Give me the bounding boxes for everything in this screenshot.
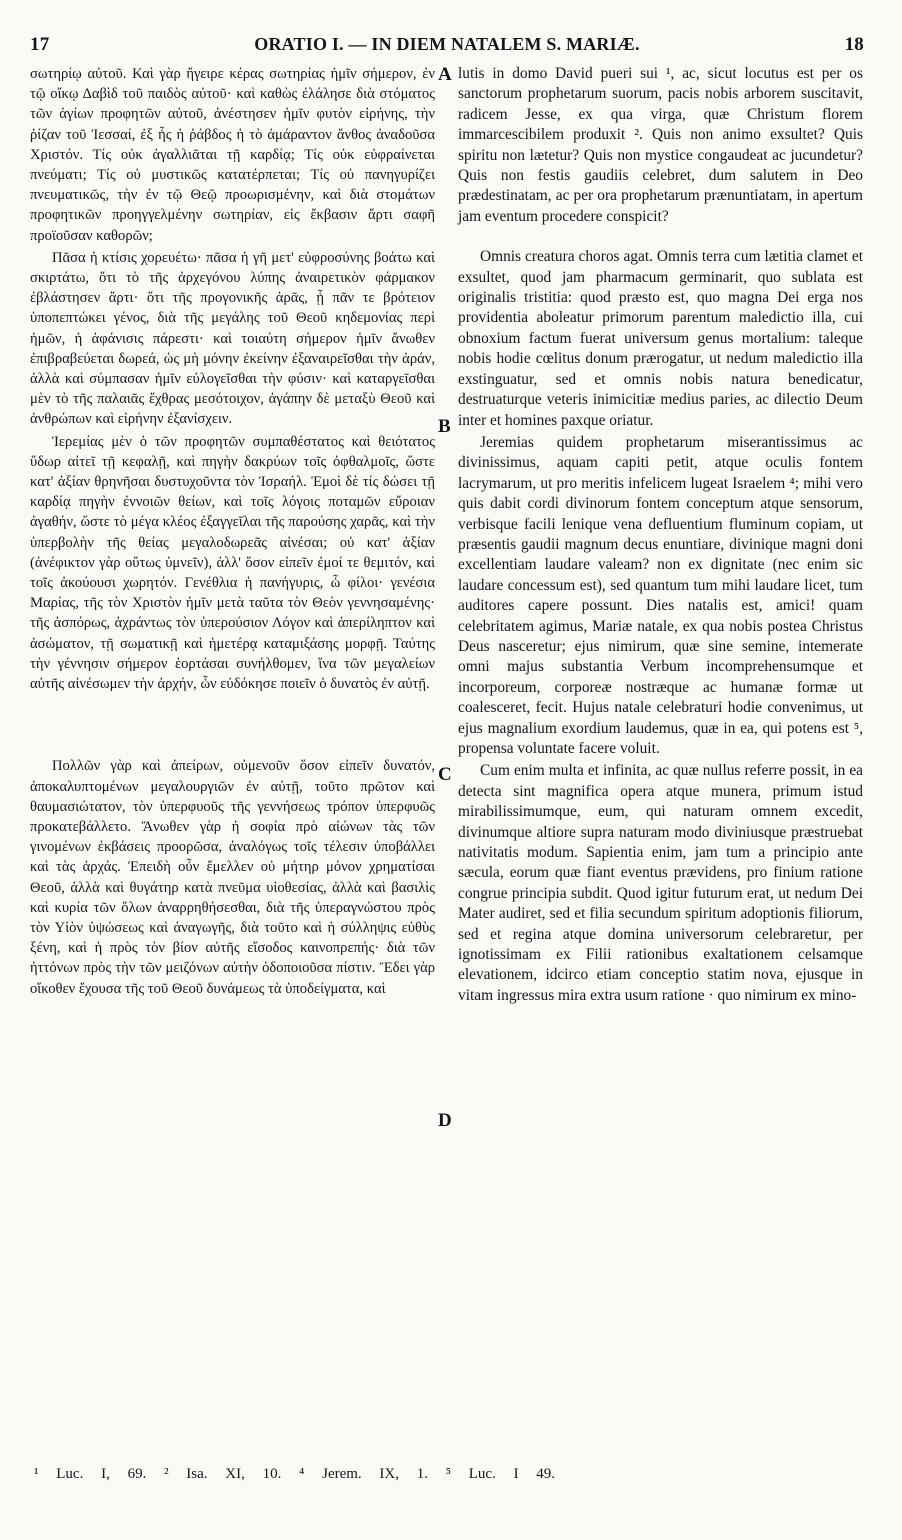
footnote-5: ⁵ Luc. I 49. xyxy=(445,1466,556,1482)
greek-paragraph-3: Ἱερεμίας μὲν ὁ τῶν προφητῶν συμπαθέστατος καὶ θειότατος ὕδωρ αἰτεῖ τῇ κεφαλῇ, καὶ πηγὴν δακρύων τοῖς ὀφθαλμοῖς, ὥστε κατ' ἀξίαν θρηνῆσαι δυστυχοῦντα τὸν Ἰσραήλ. Ἐμοὶ δὲ τίς δώσει τῇ καρδίᾳ πηγὴν ἐννοιῶν θείων, καὶ τοῖς λόγοις ποταμῶν εὔροιαν ἀγαθήν, ὥστε τὸ μέγα κλέος ἐξαγγεῖλαι τῆς παρούσης χαρᾶς, καὶ τὴν ὑπερβολὴν τῆς θείας μεγαλοδωρεᾶς αἰνέσαι; οὐ κατ' ἀξίαν (ἀνέφικτον γὰρ οὕτως ὑμνεῖν), ἀλλ' ὅσον εἰπεῖν ἐμοί τε θεμιτόν, καὶ τοῖς ἀκούουσι χωρητόν. Γενέθλια ἡ πανήγυρις, ὦ φίλοι· γενέσια Μαρίας, τῆς τὸν Χριστὸν ἡμῖν μετὰ ταῦτα τὸν Θεὸν γεννησαμένης· τῆς ἀσπόρως, ἀχράντως τὸν ὑπερούσιον Λόγον καὶ ἀπερίληπτον καὶ ἀσώματον, τῇ σωματικῇ καὶ ἡμετέρᾳ καταμιξάσης μορφῇ. Ταύτης τὴν γέννησιν σήμερον ἑορτάσαι συνήλθομεν, ἵνα τῶν μεγαλείων αὐτῆς αἰνέσωμεν τὴν ἀρχήν, ὧν εὐδόκησε ποιεῖν ὁ δυνατὸς ἐν αὐτῇ. xyxy=(30,433,435,693)
latin-column xyxy=(458,64,863,1006)
footnote-1: ¹ Luc. I, 69. xyxy=(34,1466,147,1482)
running-title: ORATIO I. — IN DIEM NATALEM S. MARIÆ. xyxy=(254,34,640,54)
footnote-2: ² Isa. XI, 10. xyxy=(164,1466,282,1482)
section-marker-b: B xyxy=(438,416,451,437)
section-marker-c: C xyxy=(438,764,452,785)
latin-paragraph-3: Jeremias quidem prophetarum miserantissimus ac divinissimus, aquam capiti petit, atque oculis fontem lacrymarum, ut pro meritis infelicem lugeat Israelem ⁴; mihi vero quis dabit cordi divinorum fontem conceptum atque sensorum, verbisque facili lenique vena defluentium fluminum copiam, ut præsentis gaudii magnum decus enuntiare, divinique magni doni excellentiam laudare valeam? non ex dignitate (nec enim sic laudare concessum est), sed quantum tum mihi laudare licet, tum auditores capere possunt. Dies natalis est, amici! quam celebritatem agimus, Mariæ natale, ex qua nobis postea Christus Deus nasceretur; ejus nimirum, quæ sine semine, intemerate omni majus substantia Verbum incomprehensumque et incorporeum, corporeæ nostræque ac humanæ formæ ut coalesceret, fecit. Hujus natale celebraturi hodie convenimus, ut ejus magnalium exordium laudemus, quæ in ea, qui potens est ⁵, propensa voluntate facere voluit. xyxy=(458,433,863,757)
section-marker-a: A xyxy=(438,64,452,85)
latin-paragraph-2: Omnis creatura choros agat. Omnis terra cum lætitia clamet et exsultet, quod jam pharmacum germinarit, quo sublata est originalis tristitia: quod præsto est, quo magna Dei erga nos providentia aboleatur primorum parentum maledictio illa, cui obnoxium factum fuerat universum genus mortalium: taleque nobis hodie cœlitus donum prærogatur, ut nedum maledictio illa exstinguatur, sed et omnis nobis natura benedicatur, destruaturque veteris inimicitiæ medius paries, ac dilectio Deum inter et homines paxque oriatur. xyxy=(458,248,863,429)
footnotes xyxy=(34,1466,864,1483)
greek-paragraph-1: σωτηρίῳ αὐτοῦ. Καὶ γὰρ ἤγειρε κέρας σωτηρίας ἡμῖν σήμερον, ἐν τῷ οἴκῳ Δαβὶδ τοῦ παιδὸς αὐτοῦ· καὶ καθὼς ἐλάλησε διὰ στόματος τῶν ἁγίων προφητῶν αὐτοῦ, ἀνέστησεν ἡμῖν φυτὸν εἰρήνης, τὴν ῥίζαν τοῦ Ἰεσσαί, ἐξ ἧς ἡ ῥάβδος ἡ τὸ ἀμάραντον ἄνθος ἀναδοῦσα Χριστόν. Τίς οὐκ ἀγαλλιᾶται τῇ καρδίᾳ; Τίς οὐκ εὐφραίνεται πνεύματι; Τίς οὐ μυστικῶς κατατέρπεται; Τίς οὐ πανηγυρίζει πνευματικῶς, τὴν ἐν τῷ Θεῷ προωρισμένην, καὶ διὰ στομάτων προφητικῶν προηγγελμένην σωτηρίαν, εἰς ἔκβασιν ἄρτι σαφῆ προϊοῦσαν καθορῶν; xyxy=(30,66,435,244)
page-header xyxy=(30,34,864,62)
greek-column xyxy=(30,64,435,999)
greek-paragraph-2: Πᾶσα ἡ κτίσις χορευέτω· πᾶσα ἡ γῆ μετ' εὐφροσύνης βοάτω καὶ σκιρτάτω, ὅτι τὸ τῆς ἀρχεγόνου λύπης ἀναιρετικὸν φάρμακον ἐβλάστησεν ἄρτι· ὅτι τῆς προγονικῆς ἀρᾶς, ᾗ πᾶν τε βρότειον ὑποπεπτώκει γένος, διὰ τῆς μεγάλης τοῦ Θεοῦ κηδεμονίας περὶ ἡμῶν, ἡ ἀφάνισις πάρεστι· καὶ τοιαύτη σήμερον ἡμῖν ἄνωθεν ἐπιβραβεύεται δωρεά, ὡς μὴ μόνην ἐκείνην ἐξαναιρεῖσθαι τὴν ἀράν, ἀλλὰ καὶ σύμπασαν ἡμῖν εὐλογεῖσθαι τὴν φύσιν· καὶ καταργεῖσθαι μὲν τὸ τῆς παλαιᾶς ἔχθρας μεσότοιχον, ἀγάπην δὲ μεταξὺ Θεοῦ καὶ ἀνθρώπων καὶ εἰρήνην ἐξανίσχειν. xyxy=(30,249,435,428)
latin-paragraph-1: lutis in domo David pueri sui ¹, ac, sicut locutus est per os sanctorum prophetarum suorum, pacis nobis arborem suscitavit, radicem Jesse, ex qua virga, quæ Christum florem immarcescibilem produxit ². Quis non animo exsultet? Quis spiritu non lætetur? Quis non mystice congaudeat ac jucundetur? Quis non festis gaudiis celebret, dum salutem in Deo prædestinatam, ac per ora prophetarum prænuntiatam, in apertum jam eventum procedere conspicit? xyxy=(458,65,863,225)
page-number-left: 17 xyxy=(30,34,50,55)
footnote-4: ⁴ Jerem. IX, 1. xyxy=(299,1466,429,1482)
latin-paragraph-4: Cum enim multa et infinita, ac quæ nullus referre possit, in ea detecta sint magnifica opera atque munera, primum istud mirabilissimumque, eum, qui naturam omnem excedit, divinumque altiore supra naturam modo diviniusque præstruebat nativitatis modum. Sapientia enim, jam tum a principio ante sæcula, eorum quæ fiant eventus prævidens, pro finium ratione congrue principia subdit. Quod igitur futurum erat, ut nedum Dei Mater audiret, sed et filia secundum spiritum adoptionis filiorum, sed et regina atque domina universorum celebraretur, per ignotissimam ex Filii rationibus exaltationem celsamque elevationem, idcirco etiam conceptio statim nova, ejusque in vitam ingressus mira extra usum ratione · quo nimirum ex mino- xyxy=(458,762,863,1004)
greek-paragraph-4: Πολλῶν γὰρ καὶ ἀπείρων, οὐμενοῦν ὅσον εἰπεῖν δυνατόν, ἀποκαλυπτομένων μεγαλουργιῶν ἐν αὐτῇ, τοῦτο πρῶτον καὶ θαυμασιώτατον, τὸν ὑπερφυοῦς τῆς γεννήσεως τρόπον ὑπερφυῶς προκατεβάλλετο. Ἄνωθεν γὰρ ἡ σοφία πρὸ αἰώνων τὰς τῶν γινομένων ἐκβάσεις προορῶσα, ἀναλόγως τοῖς τέλεσιν ὑποβάλλει καὶ τὰς ἀρχάς. Ἐπειδὴ οὖν ἔμελλεν οὐ μήτηρ μόνον χρηματίσαι Θεοῦ, ἀλλὰ καὶ θυγάτηρ κατὰ πνεῦμα υἱοθεσίας, ἀλλὰ καὶ βασιλὶς καὶ κυρία τῶν ὅλων ἀναρρηθήσεσθαι, διὰ τῆς ὑπεραγνώστου πρὸς τὸν Υἱὸν ὑψώσεως καὶ ἀναγωγῆς, διὰ τοῦτο καὶ ἡ σύλληψις εὐθὺς ξένη, καὶ ἡ πρὸς τὸν βίον αὐτῆς εἴσοδος καινοπρεπής· διὰ τῶν ἡττόνων πρὸς τὴν τῶν μειζόνων αὐτὴν ὁδοποιοῦσα πίστιν. Ἔδει γὰρ οἴκοθεν ἔχουσα τῆς τοῦ Θεοῦ δυνάμεως τὰ ὑποδείγματα, καὶ xyxy=(30,758,435,997)
page-number-right: 18 xyxy=(844,34,864,55)
section-marker-d: D xyxy=(438,1110,452,1131)
